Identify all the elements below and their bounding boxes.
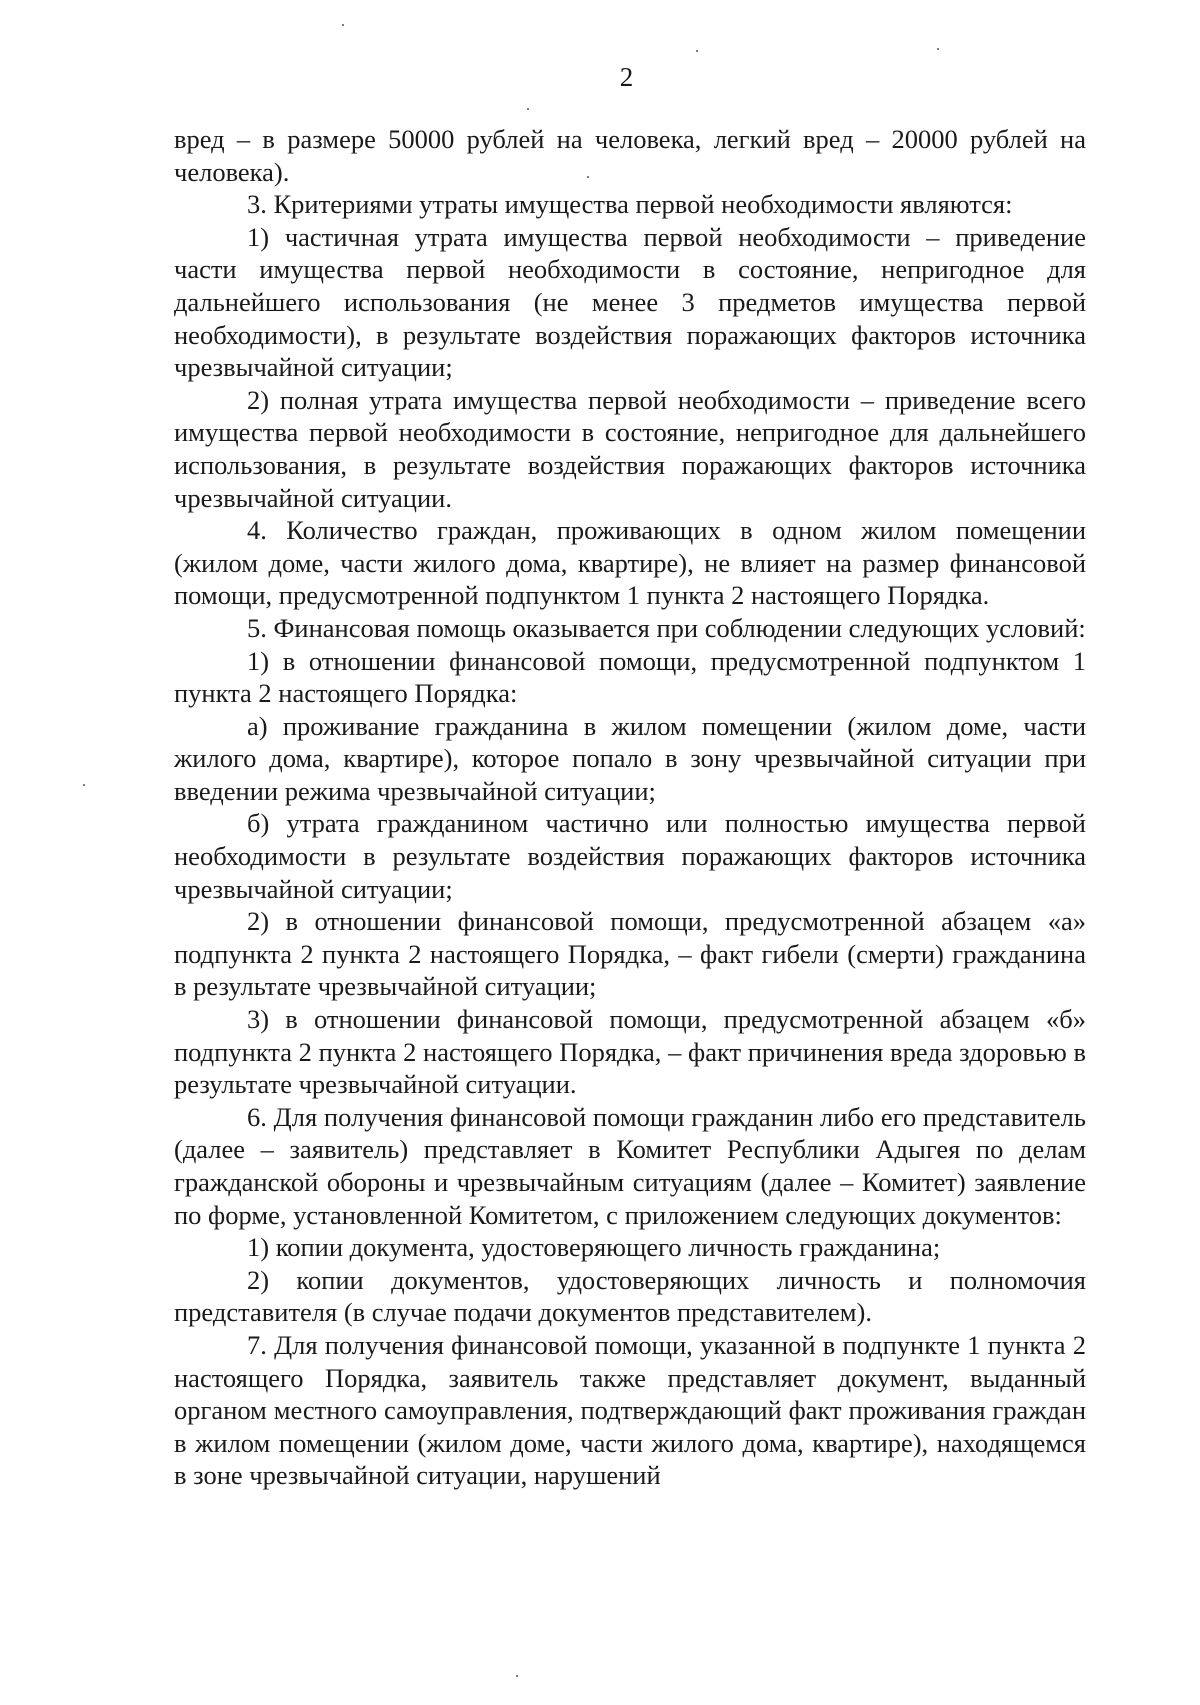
scan-speck bbox=[516, 1675, 518, 1677]
page-number: 2 bbox=[619, 62, 634, 92]
paragraph-9: б) утрата гражданином частично или полностью имущества первой необходимости в результате воздействия поражающих факторов источника чрезвычайной ситуации; bbox=[174, 808, 1086, 904]
paragraph-3: 1) частичная утрата имущества первой необходимости – приведение части имущества первой необходимости в состояние, непригодное для дальнейшего использования (не менее 3 предметов имущества первой необходимости), в результате воздействия поражающих факторов источника чрезвычайной ситуации; bbox=[174, 221, 1086, 383]
paragraph-12: 6. Для получения финансовой помощи гражданин либо его представитель (далее – заявитель) представляет в Комитет Республики Адыгея по делам гражданской обороны и чрезвычайным ситуациям (далее – Комитет) заявление по форме, установленной Комитетом, с приложением следующих документов: bbox=[174, 1101, 1086, 1230]
scan-speck bbox=[587, 176, 589, 178]
scan-speck bbox=[527, 108, 529, 110]
paragraph-2: 3. Критериями утраты имущества первой необходимости являются: bbox=[247, 189, 1013, 220]
paragraph-14: 2) копии документов, удостоверяющих личность и полномочия представителя (в случае подачи документов представителем). bbox=[174, 1264, 1086, 1328]
paragraph-13: 1) копии документа, удостоверяющего личность гражданина; bbox=[247, 1232, 941, 1263]
paragraph-7: 1) в отношении финансовой помощи, предусмотренной подпунктом 1 пункта 2 настоящего Порядка: bbox=[174, 645, 1086, 709]
paragraph-4: 2) полная утрата имущества первой необходимости – приведение всего имущества первой необходимости в состояние, непригодное для дальнейшего использования, в результате воздействия поражающих факторов источника чрезвычайной ситуации. bbox=[174, 384, 1086, 513]
paragraph-15: 7. Для получения финансовой помощи, указанной в подпункте 1 пункта 2 настоящего Порядка, заявитель также представляет документ, выданный органом местного самоуправления, подтверждающий факт проживания граждан в жилом помещении (жилом доме, части жилого дома, квартире), находящемся в зоне чрезвычайной ситуации, нарушений bbox=[174, 1329, 1086, 1491]
paragraph-10: 2) в отношении финансовой помощи, предусмотренной абзацем «а» подпункта 2 пункта 2 настоящего Порядка, – факт гибели (смерти) гражданина в результате чрезвычайной ситуации; bbox=[174, 906, 1086, 1002]
paragraph-8: а) проживание гражданина в жилом помещении (жилом доме, части жилого дома, квартире), которое попало в зону чрезвычайной ситуации при введении режима чрезвычайной ситуации; bbox=[174, 710, 1086, 806]
document-body bbox=[174, 123, 1086, 1492]
paragraph-11: 3) в отношении финансовой помощи, предусмотренной абзацем «б» подпункта 2 пункта 2 настоящего Порядка, – факт причинения вреда здоровью в результате чрезвычайной ситуации. bbox=[174, 1004, 1086, 1100]
scan-speck bbox=[937, 48, 939, 50]
paragraph-1: вред – в размере 50000 рублей на человека, легкий вред – 20000 рублей на человека). bbox=[174, 124, 1086, 187]
paragraph-6: 5. Финансовая помощь оказывается при соблюдении следующих условий: bbox=[247, 612, 1086, 643]
scan-speck bbox=[83, 784, 85, 786]
paragraph-5: 4. Количество граждан, проживающих в одном жилом помещении (жилом доме, части жилого дома, квартире), не влияет на размер финансовой помощи, предусмотренной подпунктом 1 пункта 2 настоящего Порядка. bbox=[174, 515, 1086, 611]
scan-speck bbox=[696, 50, 698, 52]
scan-speck bbox=[342, 24, 344, 26]
